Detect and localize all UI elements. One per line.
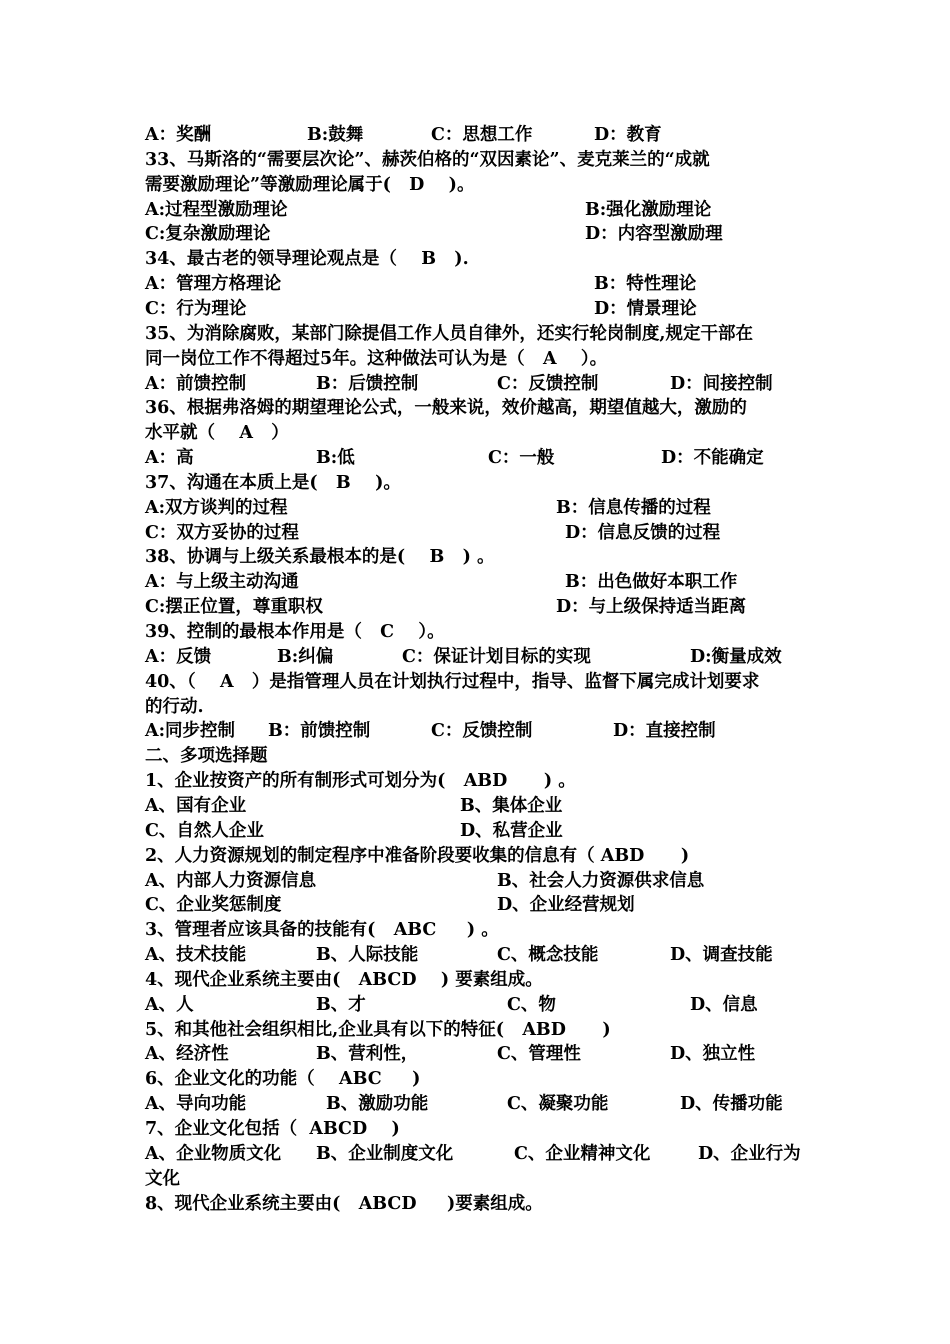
text-line-40-0: 7、企业文化包括（ ABCD ) (145, 1119, 400, 1139)
text-line-21-2: C：保证计划目标的实现 (402, 646, 591, 667)
text-line-28-1: D、私营企业 (460, 820, 563, 841)
text-line-24-2: C：反馈控制 (431, 721, 533, 742)
text-line-41-2: C、企业精神文化 (514, 1143, 651, 1164)
text-line-4-1: D：内容型激励理 (585, 224, 723, 245)
text-line-6-1: B：特性理论 (594, 274, 697, 295)
text-line-29-0: 2、人力资源规划的制定程序中准备阶段要收集的信息有（ ABD ) (145, 845, 690, 866)
text-line-11-0: 36、根据弗洛姆的期望理论公式，一般来说，效价越高，期望值越大，激励的 (145, 398, 747, 419)
text-line-0-1: B:鼓舞 (307, 125, 364, 145)
text-line-15-1: B：信息传播的过程 (556, 497, 711, 518)
text-line-39-2: C、凝聚功能 (507, 1094, 609, 1115)
text-line-19-1: D：与上级保持适当距离 (556, 597, 747, 618)
text-line-35-3: D、信息 (690, 994, 758, 1015)
text-line-6-0: A：管理方格理论 (145, 274, 282, 295)
text-line-35-2: C、物 (507, 994, 556, 1015)
text-line-35-1: B、才 (316, 994, 366, 1015)
text-line-37-2: C、管理性 (497, 1044, 581, 1065)
text-line-38-0: 6、企业文化的功能（ ABC ) (145, 1069, 421, 1090)
text-line-21-1: B:纠偏 (277, 646, 334, 667)
text-line-33-2: C、概念技能 (497, 945, 599, 966)
text-line-35-0: A、人 (145, 994, 194, 1015)
text-line-30-1: B、社会人力资源供求信息 (497, 870, 705, 891)
text-line-31-1: D、企业经营规划 (497, 895, 635, 916)
text-line-33-0: A、技术技能 (145, 945, 247, 966)
text-line-12-0: 水平就（ A ） (145, 423, 289, 444)
text-line-16-1: D：信息反馈的过程 (565, 522, 721, 543)
text-line-5-0: 34、最古老的领导理论观点是（ B ). (145, 249, 469, 270)
text-line-14-0: 37、沟通在本质上是( B )。 (145, 472, 401, 493)
text-line-7-0: C：行为理论 (145, 298, 247, 319)
text-line-27-1: B、集体企业 (460, 795, 563, 816)
text-line-39-1: B、激励功能 (326, 1094, 429, 1115)
text-line-10-3: D：间接控制 (670, 373, 773, 394)
text-line-31-0: C、企业奖惩制度 (145, 895, 282, 916)
text-line-8-0: 35、为消除腐败，某部门除提倡工作人员自律外，还实行轮岗制度,规定干部在 (145, 323, 753, 344)
text-line-0-2: C：思想工作 (431, 125, 533, 145)
text-line-13-1: B:低 (316, 448, 355, 469)
text-line-10-2: C：反馈控制 (497, 373, 599, 394)
text-line-21-0: A：反馈 (145, 646, 212, 667)
text-line-32-0: 3、管理者应该具备的技能有( ABC ) 。 (145, 920, 499, 941)
text-line-4-0: C:复杂激励理论 (145, 224, 271, 245)
text-line-26-0: 1、企业按资产的所有制形式可划分为( ABD ) 。 (145, 771, 576, 792)
text-line-43-0: 8、现代企业系统主要由( ABCD )要素组成。 (145, 1193, 543, 1214)
text-line-16-0: C：双方妥协的过程 (145, 522, 299, 543)
text-line-21-3: D:衡量成效 (690, 646, 782, 667)
text-line-3-0: A:过程型激励理论 (145, 199, 288, 220)
text-line-28-0: C、自然人企业 (145, 820, 264, 841)
text-line-13-3: D：不能确定 (661, 448, 764, 469)
text-line-37-3: D、独立性 (670, 1044, 756, 1065)
text-line-37-0: A、经济性 (145, 1044, 229, 1065)
text-line-2-0: 需要激励理论”等激励理论属于( D )。 (145, 174, 475, 195)
text-line-13-0: A：高 (145, 448, 194, 469)
text-line-33-1: B、人际技能 (316, 945, 419, 966)
text-line-22-0: 40、（ A ）是指管理人员在计划执行过程中，指导、监督下属完成计划要求 (145, 671, 760, 692)
text-line-24-3: D：直接控制 (613, 721, 716, 742)
text-line-33-3: D、调查技能 (670, 945, 773, 966)
text-line-13-2: C：一般 (488, 448, 555, 469)
text-line-20-0: 39、控制的最根本作用是（ C ）。 (145, 622, 445, 642)
text-line-41-0: A、企业物质文化 (145, 1143, 282, 1164)
text-line-0-0: A：奖酬 (145, 125, 212, 145)
text-line-3-1: B:强化激励理论 (585, 199, 712, 220)
text-line-41-3: D、企业行为 (698, 1143, 801, 1164)
text-line-25-0: 二、多项选择题 (145, 746, 268, 767)
text-line-18-1: B：出色做好本职工作 (565, 572, 738, 593)
text-line-23-0: 的行动. (145, 696, 204, 717)
text-line-37-1: B、营利性， (316, 1044, 419, 1065)
text-line-24-1: B：前馈控制 (268, 721, 371, 742)
text-line-41-1: B、企业制度文化 (316, 1143, 454, 1164)
text-line-27-0: A、国有企业 (145, 795, 247, 816)
text-line-24-0: A:同步控制 (145, 721, 236, 742)
text-line-7-1: D：情景理论 (594, 298, 697, 319)
text-line-15-0: A:双方谈判的过程 (145, 497, 288, 518)
text-line-10-1: B：后馈控制 (316, 373, 419, 394)
text-line-34-0: 4、现代企业系统主要由( ABCD ) 要素组成。 (145, 969, 543, 990)
text-line-1-0: 33、马斯洛的“需要层次论”、赫茨伯格的“双因素论”、麦克莱兰的“成就 (145, 149, 710, 170)
text-line-36-0: 5、和其他社会组织相比,企业具有以下的特征( ABD ) (145, 1019, 611, 1040)
text-line-10-0: A：前馈控制 (145, 373, 247, 394)
text-line-39-0: A、导向功能 (145, 1094, 247, 1115)
text-line-9-0: 同一岗位工作不得超过5年。这种做法可认为是（ A ）。 (145, 348, 608, 369)
text-line-0-3: D：教育 (594, 125, 662, 145)
text-line-19-0: C:摆正位置，尊重职权 (145, 597, 323, 618)
text-line-17-0: 38、协调与上级关系最根本的是( B ) 。 (145, 547, 495, 568)
text-line-30-0: A、内部人力资源信息 (145, 870, 317, 891)
text-line-42-0: 文化 (145, 1168, 180, 1189)
text-line-39-3: D、传播功能 (680, 1094, 783, 1115)
text-line-18-0: A：与上级主动沟通 (145, 572, 299, 593)
